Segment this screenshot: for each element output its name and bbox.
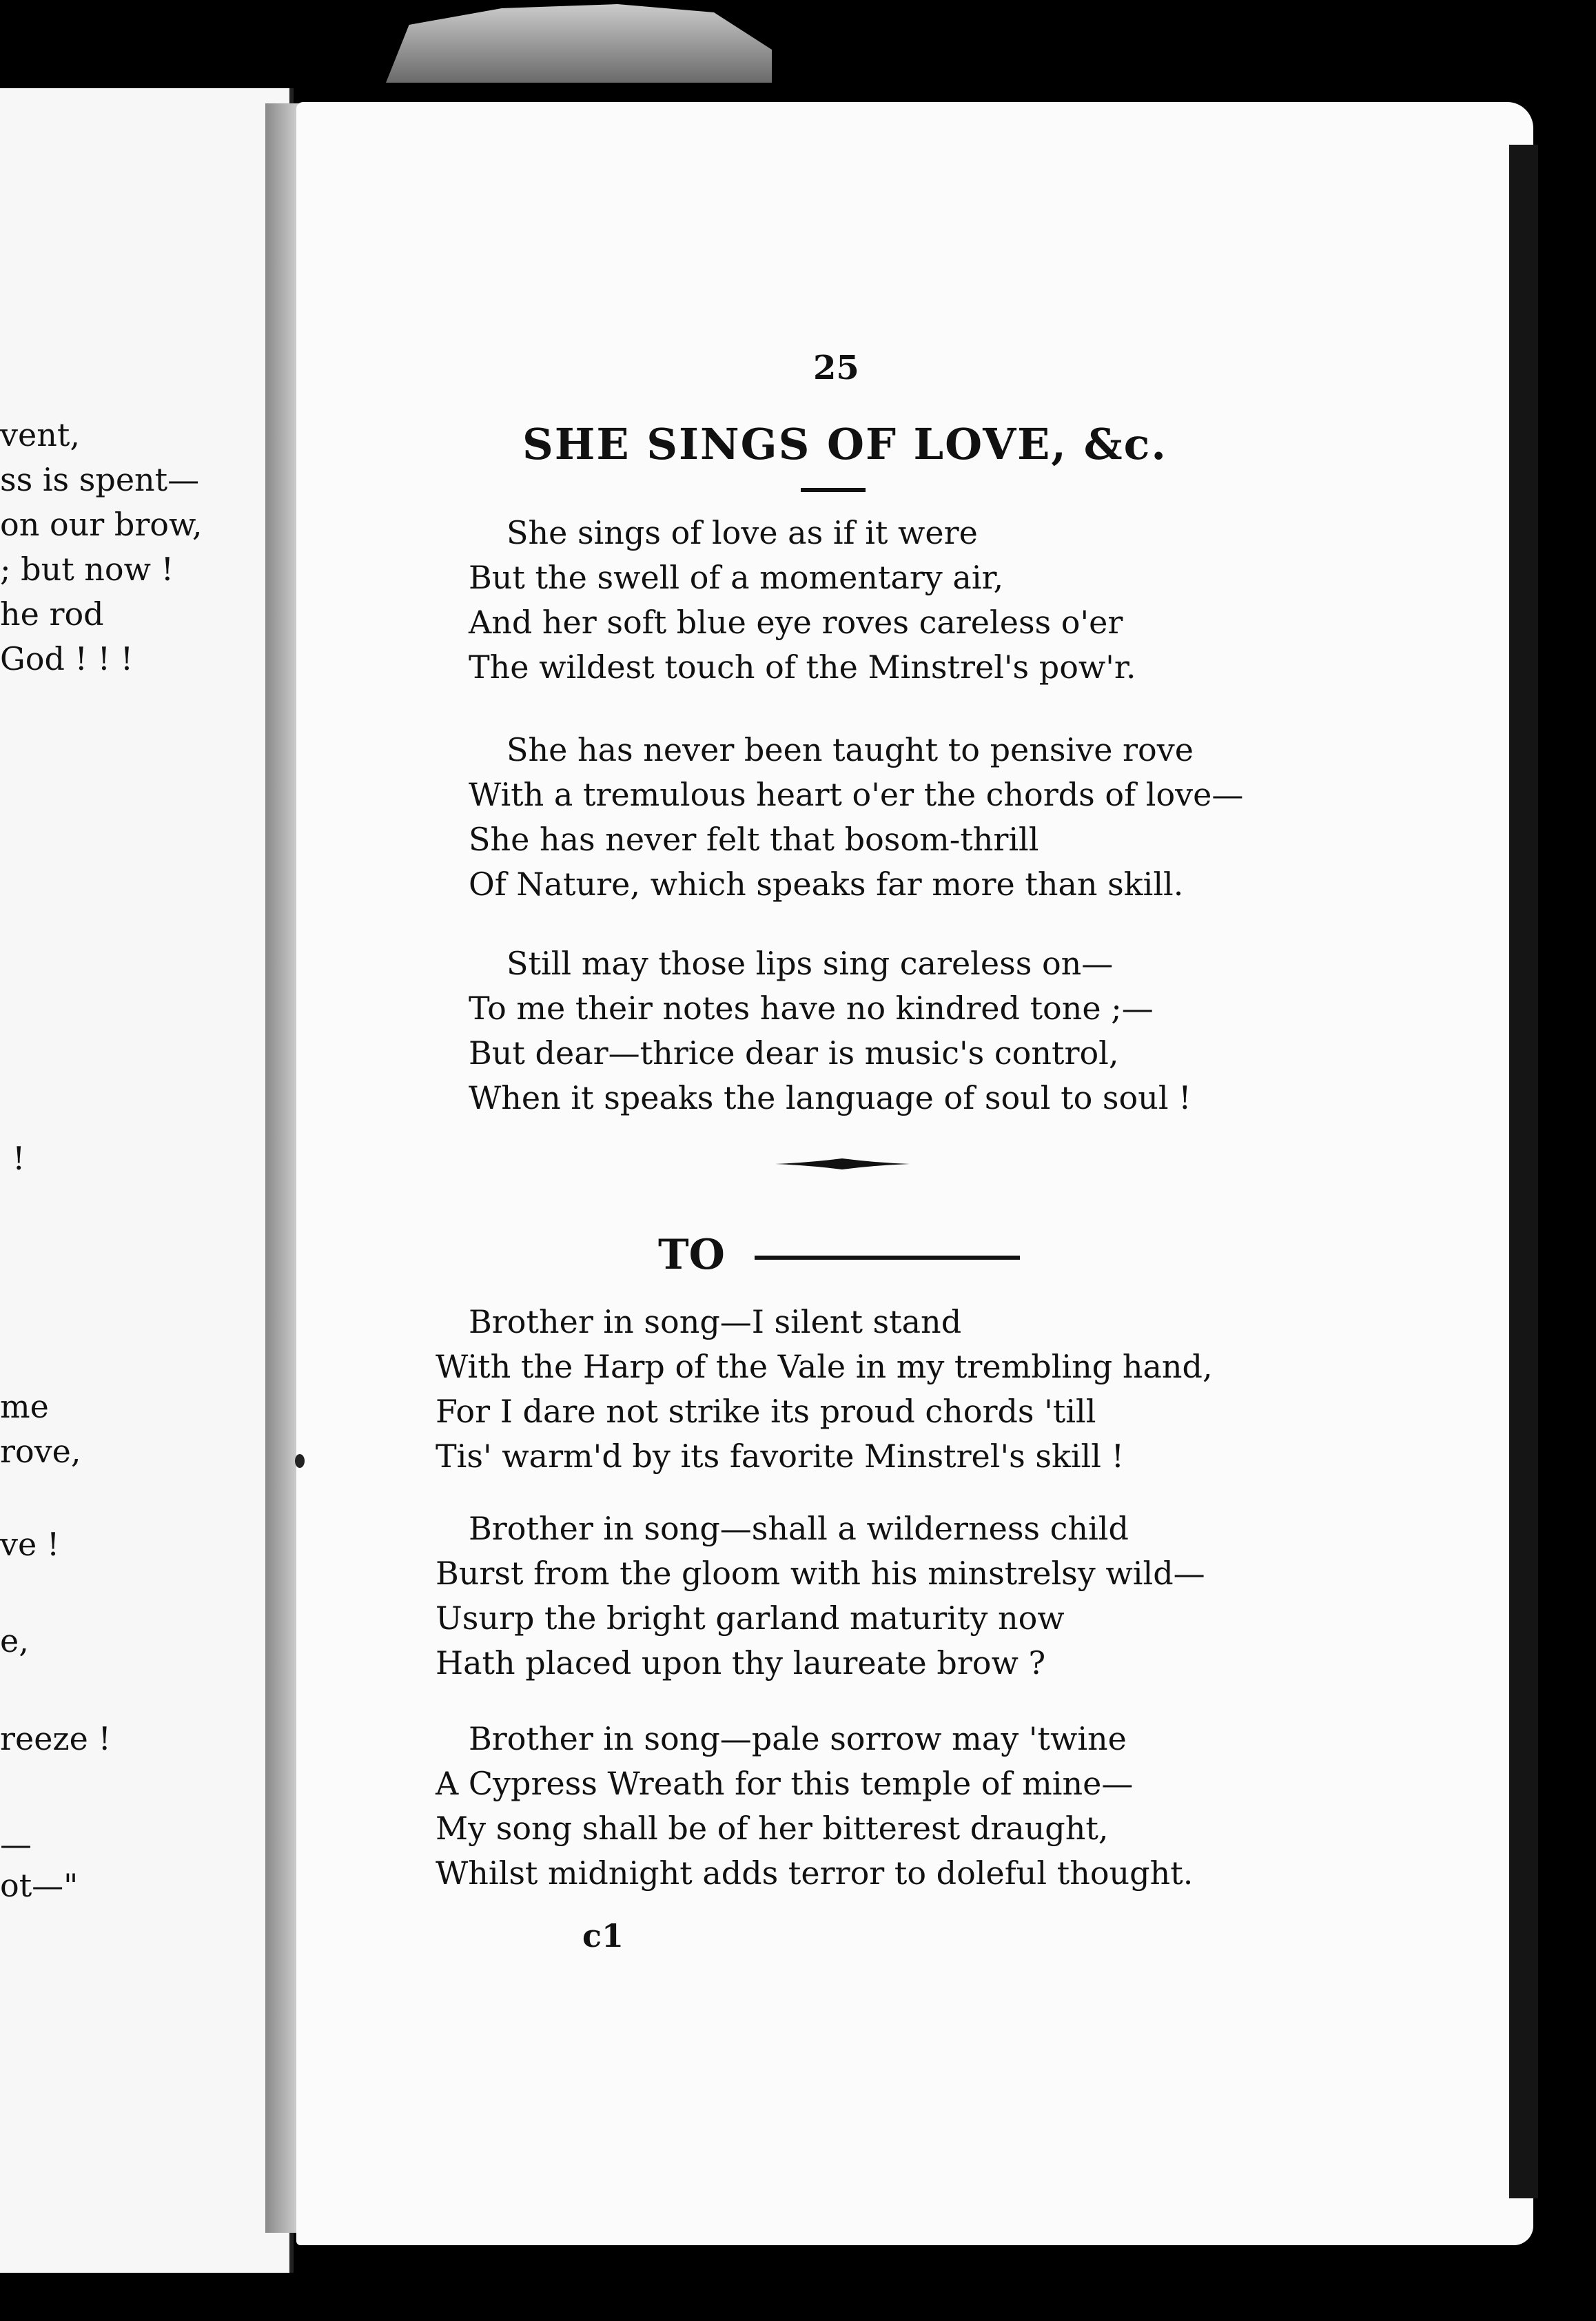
poem-line: Burst from the gloom with his minstrelsy wild—: [436, 1555, 1205, 1592]
poem-line: Brother in song—shall a wilderness child: [469, 1510, 1129, 1547]
left-fragment: e,: [0, 1622, 29, 1659]
left-facing-page: [0, 88, 294, 2273]
poem-line: The wildest touch of the Minstrel's pow'r.: [469, 648, 1136, 686]
poem-line: Tis' warm'd by its favorite Minstrel's skill !: [436, 1438, 1125, 1475]
left-fragment: reeze !: [0, 1720, 111, 1757]
left-fragment: ot—": [0, 1867, 79, 1904]
left-fragment: vent,: [0, 416, 80, 453]
page-number: 25: [813, 349, 859, 387]
left-fragment: me: [0, 1388, 49, 1425]
left-fragment: ; but now !: [0, 551, 174, 588]
poem-line: To me their notes have no kindred tone ;—: [469, 990, 1154, 1027]
left-fragment: he rod: [0, 595, 104, 633]
poem-line: Still may those lips sing careless on—: [507, 945, 1114, 982]
poem-line: When it speaks the language of soul to soul !: [469, 1079, 1191, 1116]
poem-title: SHE SINGS OF LOVE, &c.: [522, 419, 1167, 469]
poem-line: She has never been taught to pensive rove: [507, 731, 1194, 768]
poem-line: Hath placed upon thy laureate brow ?: [436, 1644, 1046, 1681]
left-fragment: on our brow,: [0, 506, 203, 543]
poem-line: She sings of love as if it were: [507, 514, 978, 551]
page-edge-shadow: [1509, 145, 1538, 2198]
poem-line: Of Nature, which speaks far more than skill.: [469, 866, 1184, 903]
poem-line: But dear—thrice dear is music's control,: [469, 1034, 1119, 1072]
title-rule: [801, 488, 866, 492]
poem-line: With a tremulous heart o'er the chords of love—: [469, 776, 1244, 813]
poem-line: She has never felt that bosom-thrill: [469, 821, 1039, 858]
poem-line: A Cypress Wreath for this temple of mine—: [436, 1765, 1134, 1802]
left-fragment: God ! ! !: [0, 640, 134, 677]
left-fragment: ve !: [0, 1526, 60, 1563]
left-fragment: ss is spent—: [0, 461, 200, 498]
poem-line: Usurp the bright garland maturity now: [436, 1599, 1065, 1637]
poem-line: For I dare not strike its proud chords 'till: [436, 1393, 1096, 1430]
torn-paper-scrap: [386, 0, 772, 83]
poem-title-to: TO: [658, 1231, 725, 1279]
poem-line: My song shall be of her bitterest draught,: [436, 1810, 1109, 1847]
poem-line: Whilst midnight adds terror to doleful thought.: [436, 1854, 1194, 1892]
poem-line: Brother in song—pale sorrow may 'twine: [469, 1720, 1127, 1757]
left-fragment: !: [12, 1140, 25, 1177]
left-fragment: —: [0, 1826, 32, 1863]
poem-line: With the Harp of the Vale in my trembling hand,: [436, 1348, 1213, 1385]
poem-line: And her soft blue eye roves careless o'er: [469, 604, 1123, 641]
ornament-divider: [775, 1158, 910, 1170]
signature-mark: c1: [582, 1917, 624, 1954]
poem-line: Brother in song—I silent stand: [469, 1303, 962, 1340]
left-fragment: rove,: [0, 1433, 81, 1470]
poem-line: But the swell of a momentary air,: [469, 559, 1004, 596]
dedication-blank-rule: [755, 1256, 1020, 1260]
binding-mark: [295, 1454, 305, 1468]
